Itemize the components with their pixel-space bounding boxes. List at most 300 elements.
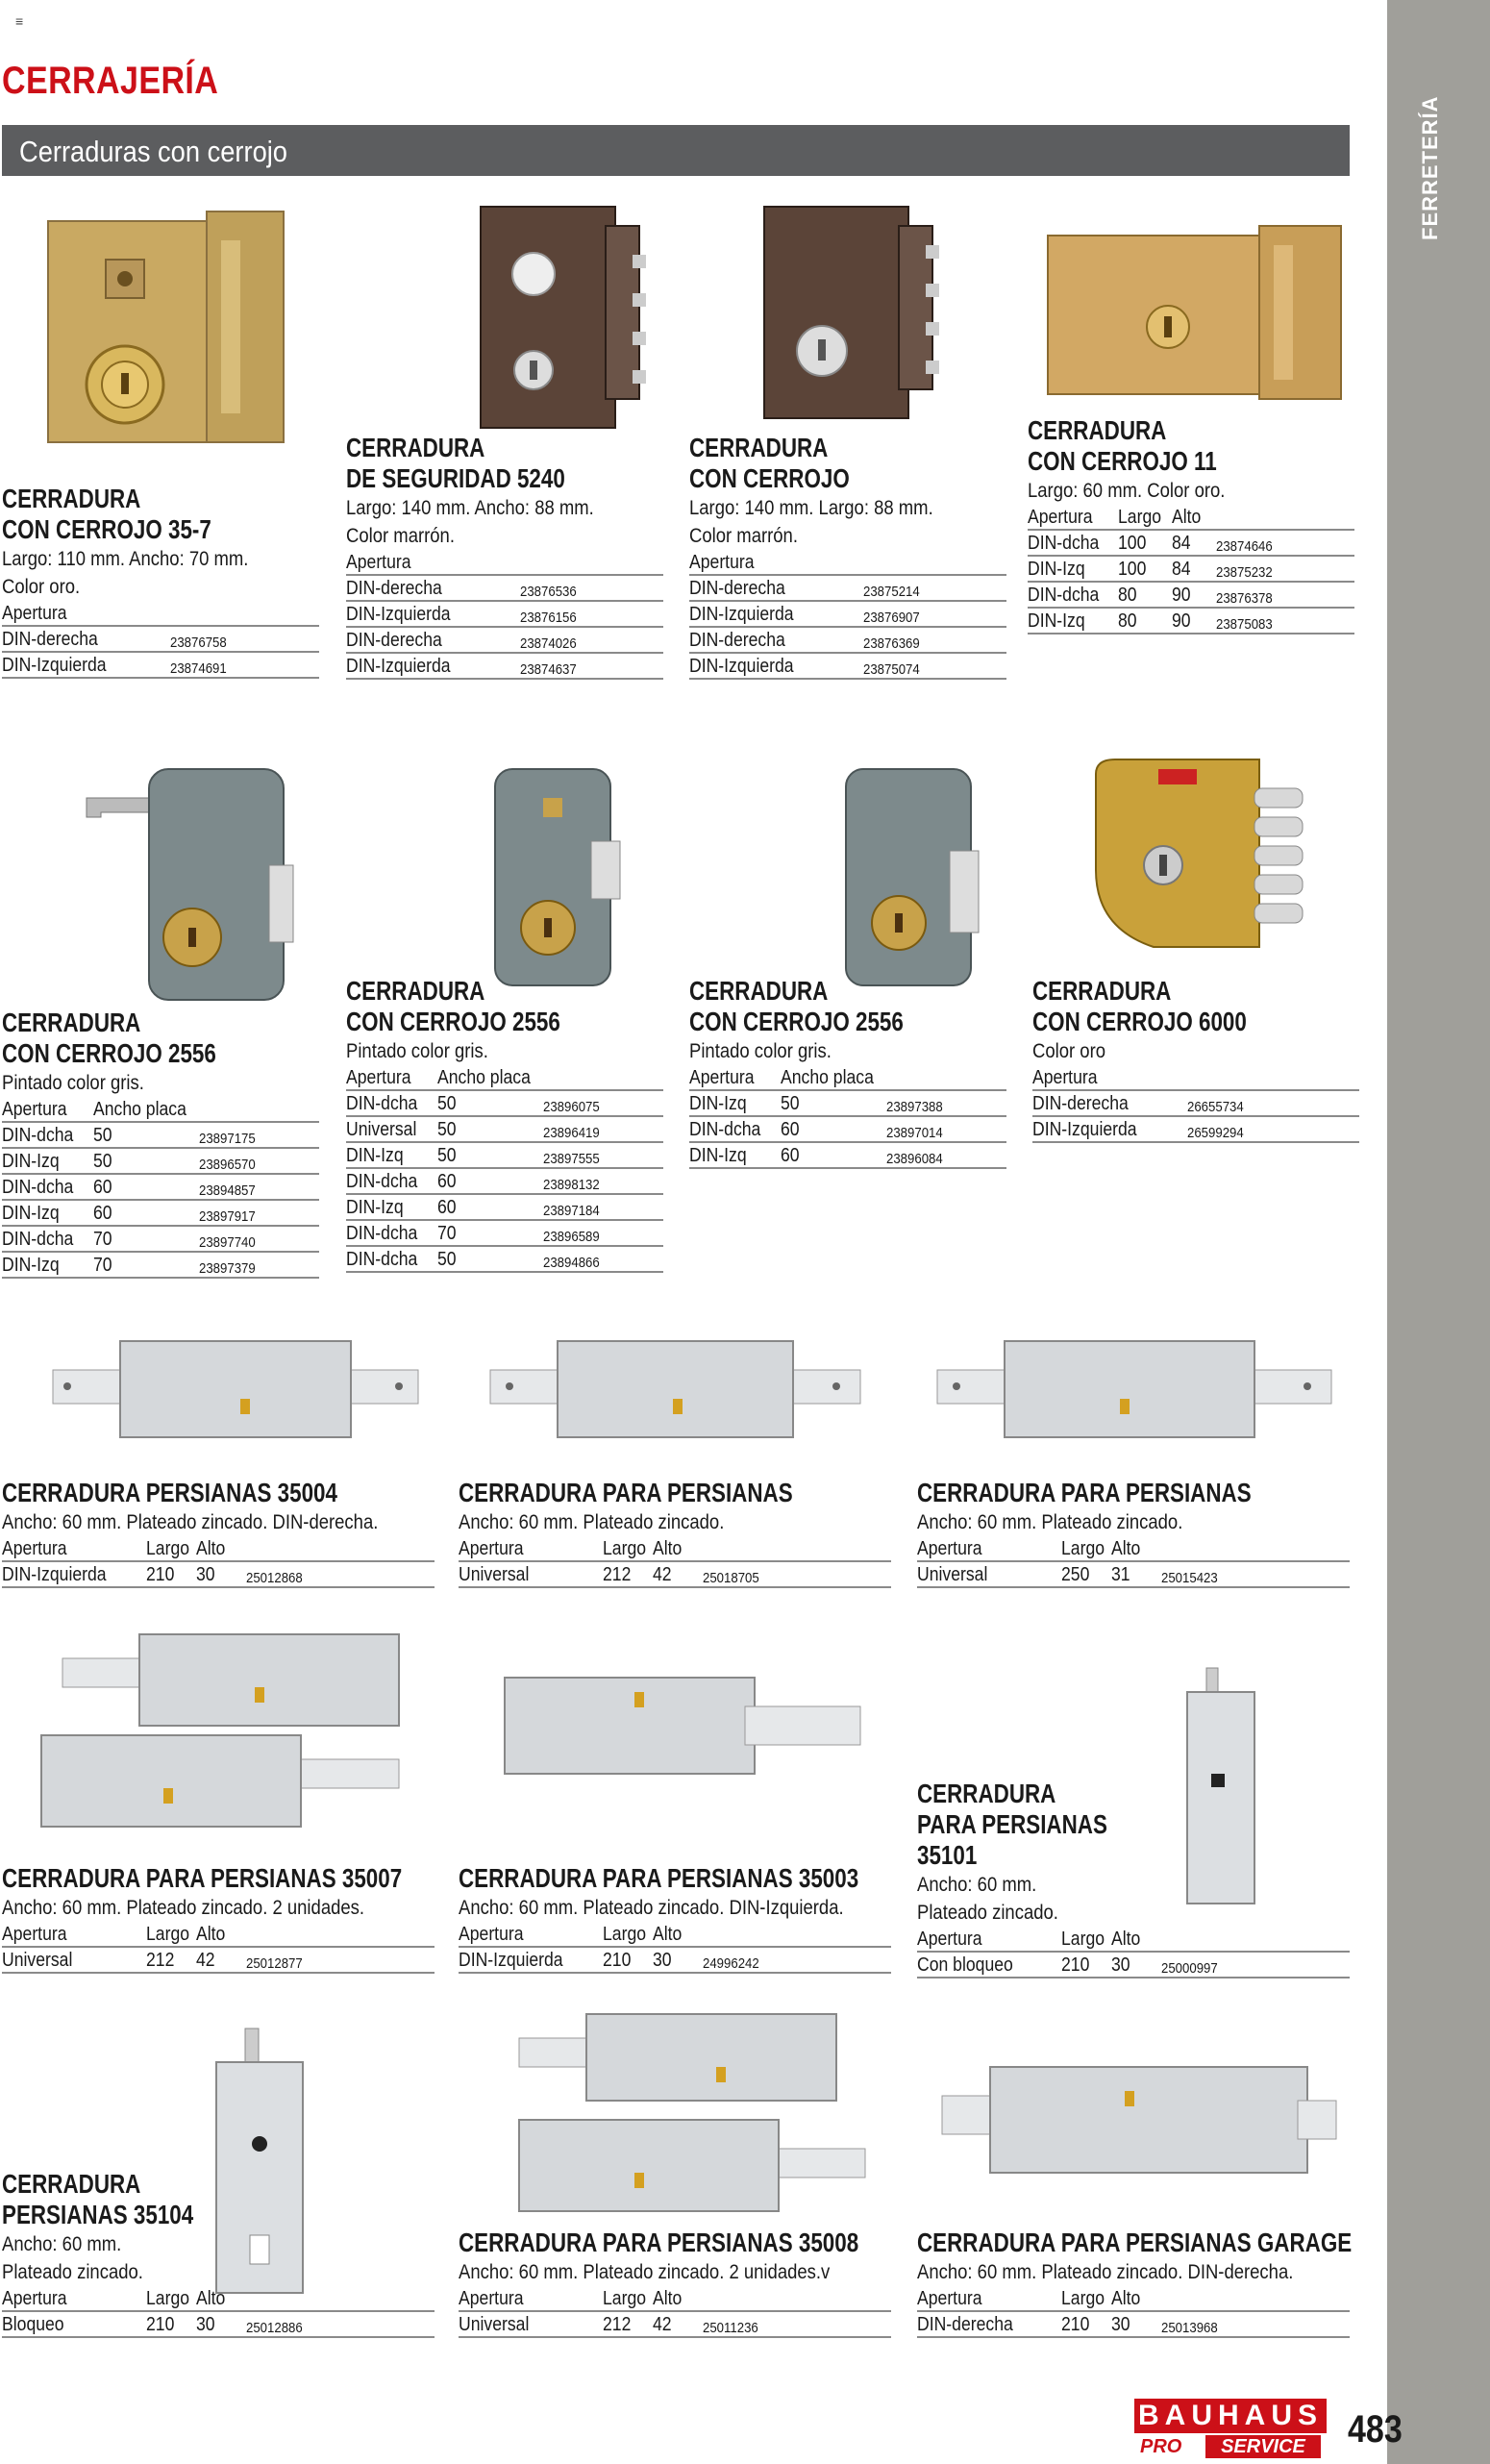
- table-row: [917, 2311, 1350, 2337]
- section-title: Cerraduras con cerrojo: [19, 135, 287, 168]
- spec-column-header: Alto: [196, 1538, 226, 1559]
- spec-cell: 90: [1172, 608, 1215, 634]
- spec-table: [917, 2286, 1350, 2338]
- article-code: 23876378: [1216, 582, 1354, 608]
- product-card: [459, 1863, 891, 1974]
- shutter-lock-pair-image: [514, 2009, 870, 2216]
- spec-column-header: [1187, 1065, 1359, 1090]
- table-row: [1028, 582, 1354, 608]
- product-description: Pintado color gris.: [2, 1072, 144, 1094]
- spec-column-header: Ancho placa: [93, 1099, 187, 1120]
- spec-cell: DIN-derecha: [2, 626, 170, 652]
- spec-cell: 50: [437, 1116, 543, 1142]
- product-card: [689, 976, 1006, 1169]
- article-code: 23876907: [863, 601, 1006, 627]
- article-code: 23896084: [886, 1142, 1006, 1168]
- spec-cell: 60: [781, 1116, 886, 1142]
- table-row: [689, 627, 1006, 653]
- spec-cell: 60: [437, 1168, 543, 1194]
- article-code: 23876369: [863, 627, 1006, 653]
- spec-header-row: [917, 1927, 1350, 1952]
- product-description: Pintado color gris.: [689, 1040, 832, 1062]
- article-code: 23874637: [520, 653, 663, 679]
- spec-cell: Universal: [459, 1561, 603, 1587]
- product-card: [2, 1008, 319, 1279]
- spec-column-header: Alto: [1111, 1929, 1141, 1950]
- sidebar-band: [1387, 0, 1490, 2464]
- table-row: [2, 626, 319, 652]
- logo-service-text: SERVICE: [1205, 2435, 1321, 2458]
- gray-lock-image: [485, 759, 639, 995]
- product-card: [689, 433, 1006, 680]
- spec-table: [2, 1536, 435, 1588]
- table-row: [346, 1142, 663, 1168]
- spec-cell: Universal: [346, 1116, 437, 1142]
- spec-cell: 31: [1111, 1561, 1161, 1587]
- product-card: [917, 1478, 1350, 1588]
- table-row: [459, 1947, 891, 1973]
- spec-cell: DIN-Izq: [1028, 608, 1118, 634]
- spec-header-row: [1032, 1065, 1359, 1090]
- product-title: DE SEGURIDAD 5240: [346, 463, 565, 493]
- spec-column-header: [703, 2286, 891, 2311]
- spec-column-header: [1161, 2286, 1350, 2311]
- spec-column-header: [1216, 505, 1354, 530]
- product-description: Plateado zincado.: [2, 2261, 143, 2283]
- spec-column-header: Apertura: [2, 1924, 67, 1945]
- spec-column-header: Largo: [602, 1924, 646, 1945]
- page-title: CERRAJERÍA: [2, 60, 219, 102]
- product-title: CON CERROJO 35-7: [2, 514, 211, 544]
- spec-cell: 210: [1061, 1952, 1112, 1978]
- gold-lock-image: [38, 202, 298, 452]
- product-card: [2, 1478, 435, 1588]
- article-code: 23875214: [863, 575, 1006, 601]
- menu-icon[interactable]: ≡: [15, 13, 24, 29]
- product-card: [346, 433, 663, 680]
- spec-cell: Universal: [459, 2311, 603, 2337]
- product-description: Color marrón.: [689, 525, 798, 547]
- product-title: CERRADURA PARA PERSIANAS 35003: [459, 1863, 859, 1893]
- spec-header-row: [2, 601, 319, 626]
- table-row: [346, 575, 663, 601]
- spec-cell: 210: [146, 1561, 197, 1587]
- spec-column-header: Apertura: [689, 1067, 755, 1088]
- product-title: PARA PERSIANAS: [917, 1809, 1107, 1839]
- spec-cell: DIN-derecha: [1032, 1090, 1187, 1116]
- spec-column-header: Alto: [1172, 507, 1202, 528]
- table-row: [346, 653, 663, 679]
- article-code: 25012868: [246, 1561, 435, 1587]
- table-row: [689, 575, 1006, 601]
- spec-column-header: [886, 1065, 1006, 1090]
- table-row: [346, 627, 663, 653]
- article-code: 25013968: [1161, 2311, 1350, 2337]
- product-card: [459, 2228, 891, 2338]
- bauhaus-logo-wordmark: BAUHAUS: [1134, 2399, 1327, 2433]
- spec-column-header: Largo: [145, 2288, 189, 2309]
- spec-cell: 30: [196, 2311, 246, 2337]
- spec-header-row: [2, 2286, 435, 2311]
- table-row: [459, 1561, 891, 1587]
- table-row: [2, 1174, 319, 1200]
- product-title: CERRADURA: [917, 1779, 1056, 1808]
- spec-cell: DIN-dcha: [2, 1122, 93, 1148]
- spec-column-header: [199, 1097, 319, 1122]
- spec-column-header: Alto: [1111, 2288, 1141, 2309]
- spec-column-header: [520, 550, 663, 575]
- table-row: [689, 1142, 1006, 1168]
- spec-column-header: Apertura: [346, 1067, 411, 1088]
- product-description: Plateado zincado.: [917, 1902, 1058, 1924]
- product-title: CERRADURA PARA PERSIANAS: [459, 1478, 793, 1507]
- spec-table: [2, 2286, 435, 2338]
- article-code: 23898132: [543, 1168, 663, 1194]
- product-title: CERRADURA: [689, 976, 829, 1006]
- spec-cell: DIN-derecha: [346, 627, 520, 653]
- spec-cell: DIN-Izquierda: [459, 1947, 603, 1973]
- product-title: CERRADURA: [689, 433, 829, 462]
- article-code: 23897175: [199, 1122, 319, 1148]
- spec-cell: DIN-Izq: [346, 1194, 437, 1220]
- article-code: 23897014: [886, 1116, 1006, 1142]
- table-row: [2, 1252, 319, 1278]
- spec-table: [689, 550, 1006, 680]
- spec-column-header: Apertura: [917, 2288, 982, 2309]
- product-description: Ancho: 60 mm. Plateado zincado. 2 unidades.: [2, 1897, 365, 1919]
- article-code: 25012877: [246, 1947, 435, 1973]
- spec-column-header: [1161, 1927, 1350, 1952]
- article-code: 25000997: [1161, 1952, 1350, 1978]
- article-code: 24996242: [703, 1947, 891, 1973]
- table-row: [2, 1148, 319, 1174]
- spec-column-header: Alto: [196, 2288, 226, 2309]
- spec-cell: 50: [93, 1148, 199, 1174]
- table-row: [2, 652, 319, 678]
- spec-cell: DIN-dcha: [1028, 530, 1118, 556]
- shutter-lock-plate-image: [485, 1336, 865, 1442]
- product-description: Color oro.: [2, 576, 81, 598]
- spec-cell: DIN-Izq: [2, 1200, 93, 1226]
- product-title: CERRADURA: [1028, 415, 1167, 445]
- spec-column-header: [543, 1065, 663, 1090]
- spec-cell: DIN-derecha: [689, 627, 863, 653]
- product-title: 35101: [917, 1840, 978, 1870]
- table-row: [346, 1220, 663, 1246]
- table-row: [1032, 1116, 1359, 1142]
- article-code: 23897379: [199, 1252, 319, 1278]
- spec-column-header: Apertura: [346, 552, 411, 573]
- spec-cell: 212: [603, 2311, 654, 2337]
- spec-column-header: [1161, 1536, 1350, 1561]
- spec-header-row: [2, 1922, 435, 1947]
- spec-cell: 30: [653, 1947, 703, 1973]
- product-description: Ancho: 60 mm. Plateado zincado. DIN-derecha.: [917, 2261, 1294, 2283]
- spec-cell: DIN-Izquierda: [346, 601, 520, 627]
- gray-lock-image: [82, 759, 303, 1009]
- spec-cell: 60: [437, 1194, 543, 1220]
- spec-cell: 210: [603, 1947, 654, 1973]
- spec-header-row: [917, 1536, 1350, 1561]
- spec-table: [346, 550, 663, 680]
- spec-cell: 60: [93, 1174, 199, 1200]
- table-row: [689, 653, 1006, 679]
- spec-column-header: Apertura: [2, 2288, 67, 2309]
- shutter-lock-pair-image: [34, 1630, 409, 1831]
- product-title: CON CERROJO 11: [1028, 446, 1217, 476]
- spec-cell: 30: [1111, 1952, 1161, 1978]
- spec-cell: DIN-Izq: [689, 1142, 781, 1168]
- article-code: 23876758: [170, 626, 319, 652]
- table-row: [2, 1561, 435, 1587]
- spec-column-header: Apertura: [689, 552, 755, 573]
- table-row: [1028, 530, 1354, 556]
- spec-cell: DIN-Izquierda: [1032, 1116, 1187, 1142]
- product-title: CERRADURA: [346, 976, 485, 1006]
- section-header: [2, 125, 1350, 176]
- spec-table: [2, 1097, 319, 1279]
- spec-column-header: Largo: [145, 1538, 189, 1559]
- product-description: Largo: 60 mm. Color oro.: [1028, 480, 1226, 502]
- spec-header-row: [689, 550, 1006, 575]
- table-row: [2, 1947, 435, 1973]
- product-title: CERRADURA PARA PERSIANAS 35007: [2, 1863, 403, 1893]
- brown-lock-image: [471, 197, 654, 437]
- product-description: Largo: 140 mm. Ancho: 88 mm.: [346, 497, 594, 519]
- spec-cell: DIN-derecha: [689, 575, 863, 601]
- spec-table: [1032, 1065, 1359, 1143]
- article-code: 23874026: [520, 627, 663, 653]
- gray-lock-image: [836, 759, 990, 1000]
- spec-cell: 250: [1061, 1561, 1112, 1587]
- product-title: CERRADURA: [1032, 976, 1172, 1006]
- spec-cell: 212: [603, 1561, 654, 1587]
- article-code: 23875083: [1216, 608, 1354, 634]
- spec-table: [346, 1065, 663, 1273]
- spec-column-header: Apertura: [1028, 507, 1093, 528]
- article-code: 25012886: [246, 2311, 435, 2337]
- spec-cell: 210: [1061, 2311, 1112, 2337]
- spec-cell: 80: [1118, 608, 1173, 634]
- spec-column-header: Apertura: [459, 1538, 524, 1559]
- spec-table: [2, 601, 319, 679]
- spec-cell: 210: [146, 2311, 197, 2337]
- spec-column-header: Apertura: [459, 2288, 524, 2309]
- product-title: CON CERROJO 2556: [2, 1038, 216, 1068]
- spec-table: [2, 1922, 435, 1974]
- table-row: [689, 601, 1006, 627]
- spec-header-row: [689, 1065, 1006, 1090]
- product-description: Pintado color gris.: [346, 1040, 488, 1062]
- spec-header-row: [1028, 505, 1354, 530]
- spec-cell: 60: [781, 1142, 886, 1168]
- spec-header-row: [459, 2286, 891, 2311]
- spec-table: [459, 1922, 891, 1974]
- spec-table: [917, 1536, 1350, 1588]
- spec-cell: DIN-dcha: [346, 1168, 437, 1194]
- article-code: 25018705: [703, 1561, 891, 1587]
- spec-cell: DIN-Izquierda: [689, 653, 863, 679]
- product-title: CERRADURA: [2, 2169, 141, 2199]
- spec-column-header: [246, 2286, 435, 2311]
- article-code: 23897917: [199, 1200, 319, 1226]
- product-card: [917, 2228, 1353, 2338]
- table-row: [2, 2311, 435, 2337]
- product-title: CERRADURA PARA PERSIANAS 35008: [459, 2228, 859, 2257]
- product-description: Color oro: [1032, 1040, 1106, 1062]
- spec-cell: 80: [1118, 582, 1173, 608]
- article-code: 26655734: [1187, 1090, 1359, 1116]
- spec-cell: 84: [1172, 530, 1215, 556]
- spec-cell: Bloqueo: [2, 2311, 146, 2337]
- product-title: PERSIANAS 35104: [2, 2200, 194, 2229]
- spec-header-row: [2, 1097, 319, 1122]
- spec-cell: 50: [437, 1090, 543, 1116]
- bauhaus-logo: [1134, 2399, 1327, 2461]
- spec-header-row: [459, 1536, 891, 1561]
- spec-cell: Con bloqueo: [917, 1952, 1061, 1978]
- table-row: [346, 601, 663, 627]
- spec-cell: 100: [1118, 530, 1173, 556]
- spec-cell: DIN-dcha: [1028, 582, 1118, 608]
- product-title: CERRADURA: [346, 433, 485, 462]
- brown-lock-image: [755, 197, 947, 433]
- spec-column-header: Apertura: [2, 1099, 67, 1120]
- spec-table: [689, 1065, 1006, 1169]
- product-description: Ancho: 60 mm.: [917, 1874, 1037, 1896]
- table-row: [1028, 556, 1354, 582]
- product-card: [917, 1779, 1350, 1979]
- spec-column-header: Apertura: [2, 1538, 67, 1559]
- spec-column-header: [170, 601, 319, 626]
- spec-column-header: Ancho placa: [781, 1067, 875, 1088]
- spec-cell: Universal: [2, 1947, 146, 1973]
- product-title: CERRADURA PERSIANAS 35004: [2, 1478, 337, 1507]
- spec-column-header: Apertura: [459, 1924, 524, 1945]
- spec-cell: Universal: [917, 1561, 1061, 1587]
- article-code: 23876156: [520, 601, 663, 627]
- spec-cell: DIN-Izq: [1028, 556, 1118, 582]
- table-row: [346, 1090, 663, 1116]
- spec-table: [1028, 505, 1354, 635]
- spec-header-row: [459, 1922, 891, 1947]
- article-code: 26599294: [1187, 1116, 1359, 1142]
- product-card: [1028, 415, 1354, 635]
- spec-column-header: Apertura: [917, 1538, 982, 1559]
- spec-cell: 70: [437, 1220, 543, 1246]
- spec-cell: DIN-Izq: [346, 1142, 437, 1168]
- product-title: CERRADURA: [2, 1008, 141, 1037]
- shutter-lock-plate-image: [48, 1336, 423, 1442]
- article-code: 23896589: [543, 1220, 663, 1246]
- article-code: 23894866: [543, 1246, 663, 1272]
- product-description: Ancho: 60 mm. Plateado zincado. 2 unidades.v: [459, 2261, 831, 2283]
- article-code: 23897388: [886, 1090, 1006, 1116]
- article-code: 23874646: [1216, 530, 1354, 556]
- article-code: 23876536: [520, 575, 663, 601]
- shutter-lock-plate-image: [932, 1336, 1336, 1442]
- product-description: Color marrón.: [346, 525, 455, 547]
- spec-column-header: Ancho placa: [437, 1067, 532, 1088]
- table-row: [2, 1226, 319, 1252]
- spec-cell: DIN-Izq: [2, 1148, 93, 1174]
- article-code: 23897555: [543, 1142, 663, 1168]
- table-row: [2, 1122, 319, 1148]
- table-row: [689, 1090, 1006, 1116]
- product-title: CON CERROJO 2556: [346, 1007, 560, 1036]
- product-description: Ancho: 60 mm. Plateado zincado.: [917, 1511, 1183, 1533]
- spec-column-header: Largo: [1060, 1538, 1105, 1559]
- table-row: [346, 1246, 663, 1272]
- spec-cell: DIN-Izquierda: [2, 652, 170, 678]
- spec-cell: 50: [437, 1142, 543, 1168]
- spec-header-row: [917, 2286, 1350, 2311]
- spec-header-row: [346, 1065, 663, 1090]
- shutter-lock-plate-image: [500, 1673, 865, 1779]
- spec-cell: 84: [1172, 556, 1215, 582]
- spec-column-header: Apertura: [1032, 1067, 1098, 1088]
- product-card: [1032, 976, 1359, 1143]
- spec-cell: 60: [93, 1200, 199, 1226]
- article-code: 23894857: [199, 1174, 319, 1200]
- product-description: Ancho: 60 mm. Plateado zincado. DIN-Izquierda.: [459, 1897, 844, 1919]
- page-number: 483: [1348, 2408, 1403, 2451]
- spec-cell: DIN-dcha: [346, 1090, 437, 1116]
- spec-cell: DIN-Izquierda: [689, 601, 863, 627]
- gold-multipoint-lock-image: [1086, 755, 1317, 957]
- spec-table: [459, 2286, 891, 2338]
- table-row: [689, 1116, 1006, 1142]
- spec-header-row: [346, 550, 663, 575]
- table-row: [917, 1561, 1350, 1587]
- table-row: [459, 2311, 891, 2337]
- spec-cell: 50: [93, 1122, 199, 1148]
- spec-cell: DIN-derecha: [917, 2311, 1061, 2337]
- gold-lock-image: [1043, 216, 1351, 409]
- spec-cell: 212: [146, 1947, 197, 1973]
- table-row: [2, 1200, 319, 1226]
- spec-cell: 30: [1111, 2311, 1161, 2337]
- product-description: Ancho: 60 mm. Plateado zincado.: [459, 1511, 725, 1533]
- product-description: Ancho: 60 mm. Plateado zincado. DIN-derecha.: [2, 1511, 379, 1533]
- spec-cell: DIN-Izq: [689, 1090, 781, 1116]
- product-title: CERRADURA PARA PERSIANAS GARAGE: [917, 2228, 1353, 2257]
- spec-column-header: Largo: [602, 1538, 646, 1559]
- spec-column-header: Alto: [653, 2288, 683, 2309]
- spec-cell: DIN-Izq: [2, 1252, 93, 1278]
- table-row: [1028, 608, 1354, 634]
- spec-cell: 42: [653, 2311, 703, 2337]
- spec-cell: DIN-derecha: [346, 575, 520, 601]
- spec-column-header: Alto: [653, 1538, 683, 1559]
- table-row: [1032, 1090, 1359, 1116]
- product-card: [459, 1478, 891, 1588]
- article-code: 23874691: [170, 652, 319, 678]
- spec-cell: 70: [93, 1252, 199, 1278]
- article-code: 23896075: [543, 1090, 663, 1116]
- spec-column-header: Largo: [602, 2288, 646, 2309]
- spec-column-header: Alto: [196, 1924, 226, 1945]
- spec-column-header: [703, 1536, 891, 1561]
- spec-cell: 70: [93, 1226, 199, 1252]
- table-row: [346, 1116, 663, 1142]
- spec-cell: DIN-dcha: [2, 1174, 93, 1200]
- logo-pro-text: PRO: [1140, 2436, 1182, 2457]
- spec-cell: DIN-Izquierda: [346, 653, 520, 679]
- article-code: 23897740: [199, 1226, 319, 1252]
- spec-cell: 100: [1118, 556, 1173, 582]
- product-title: CON CERROJO 2556: [689, 1007, 904, 1036]
